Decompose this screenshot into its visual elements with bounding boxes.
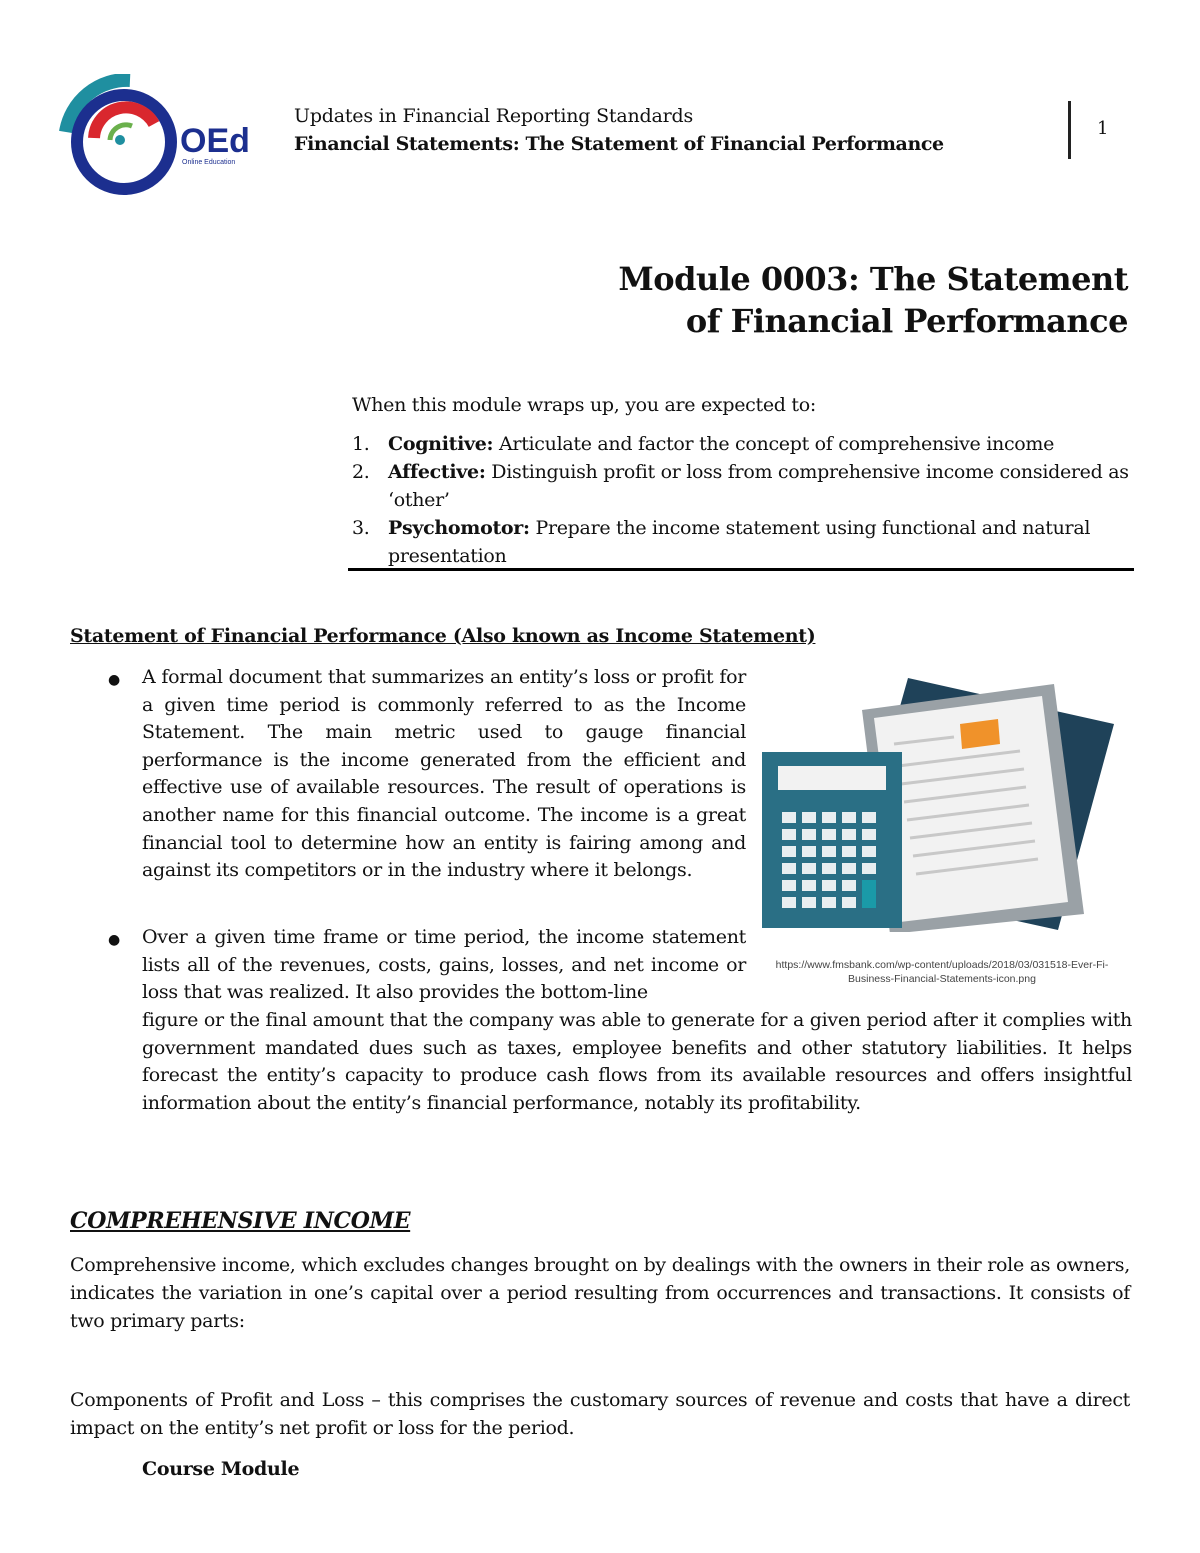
header-divider [1068,101,1071,159]
orange-tag-icon [960,719,1000,749]
objective-item [352,458,1132,514]
module-title-line1: Module 0003: The Statement [618,260,1128,298]
components-profit-loss-paragraph: Components of Profit and Loss – this comprises the customary sources of revenue and costs that have a direct impact on the entity’s net profit or loss for the period. [70,1389,1130,1439]
objective-label: Psychomotor: [388,517,530,539]
objective-number: 1. [352,433,370,455]
comprehensive-income-paragraph: Comprehensive income, which excludes changes brought on by dealings with the owners in their role as owners, indicates the variation in one’s capital over a period resulting from occurrences and transactions. It consists of two primary parts: [70,1254,1130,1332]
logo-tagline: Online Education [182,159,236,166]
objective-text: Distinguish profit or loss from comprehensive income considered as ‘other’ [388,461,1129,511]
bullet-paragraph-2-continued: figure or the final amount that the company was able to generate for a given period after it complies with government mandated dues such as taxes, employee benefits and other statutory liabilities. It helps forecast the entity’s capacity to produce cash flows from its available resources and offers insightful information about the entity’s financial performance, notably its profitability. [142,1009,1132,1114]
objective-text: Articulate and factor the concept of comprehensive income [493,433,1055,455]
section-heading: Statement of Financial Performance (Also known as Income Statement) [70,625,816,647]
module-title-line2: of Financial Performance [685,302,1128,340]
objectives-list [352,430,1132,570]
objective-text: Prepare the income statement using functional and natural presentation [388,517,1091,567]
module-title [618,258,1128,342]
objective-label: Cognitive: [388,433,494,455]
objective-number: 3. [352,517,370,539]
image-caption: https://www.fmsbank.com/wp-content/uploads/2018/03/031518-Ever-Fi-Business-Financial-Statements-icon.png [775,959,1109,985]
page-number: 1 [1097,118,1109,139]
objective-item [352,514,1132,570]
financial-statements-illustration [758,672,1118,932]
bullet-paragraph-1: A formal document that summarizes an entity’s loss or profit for a given time period is commonly referred to as the Income Statement. The main metric used to gauge financial performance is the income generated from the efficient and effective use of available resources. The result of operations is another name for this financial outcome. The income is a great financial tool to determine how an entity is fairing among and against its competitors or in the industry where it belongs. [142,666,746,882]
header-course-title: Updates in Financial Reporting Standards [294,105,693,127]
comprehensive-income-heading: COMPREHENSIVE INCOME [70,1208,411,1234]
objectives-divider [348,568,1134,571]
objective-item [352,430,1132,458]
bullet-paragraph-2: Over a given time frame or time period, the income statement lists all of the revenues, costs, gains, losses, and net income or loss that was realized. It also provides the bottom-line [142,926,746,1004]
bullet-icon: ● [108,672,121,688]
objectives-intro: When this module wraps up, you are expected to: [352,394,816,416]
logo-text: OEd [180,122,250,160]
bullet-icon: ● [108,932,121,948]
objective-number: 2. [352,461,370,483]
objective-label: Affective: [388,461,486,483]
oed-logo [58,74,258,199]
footer-course-module: Course Module [142,1458,300,1480]
calculator-display [778,766,886,790]
header-subtitle: Financial Statements: The Statement of Financial Performance [294,133,944,155]
